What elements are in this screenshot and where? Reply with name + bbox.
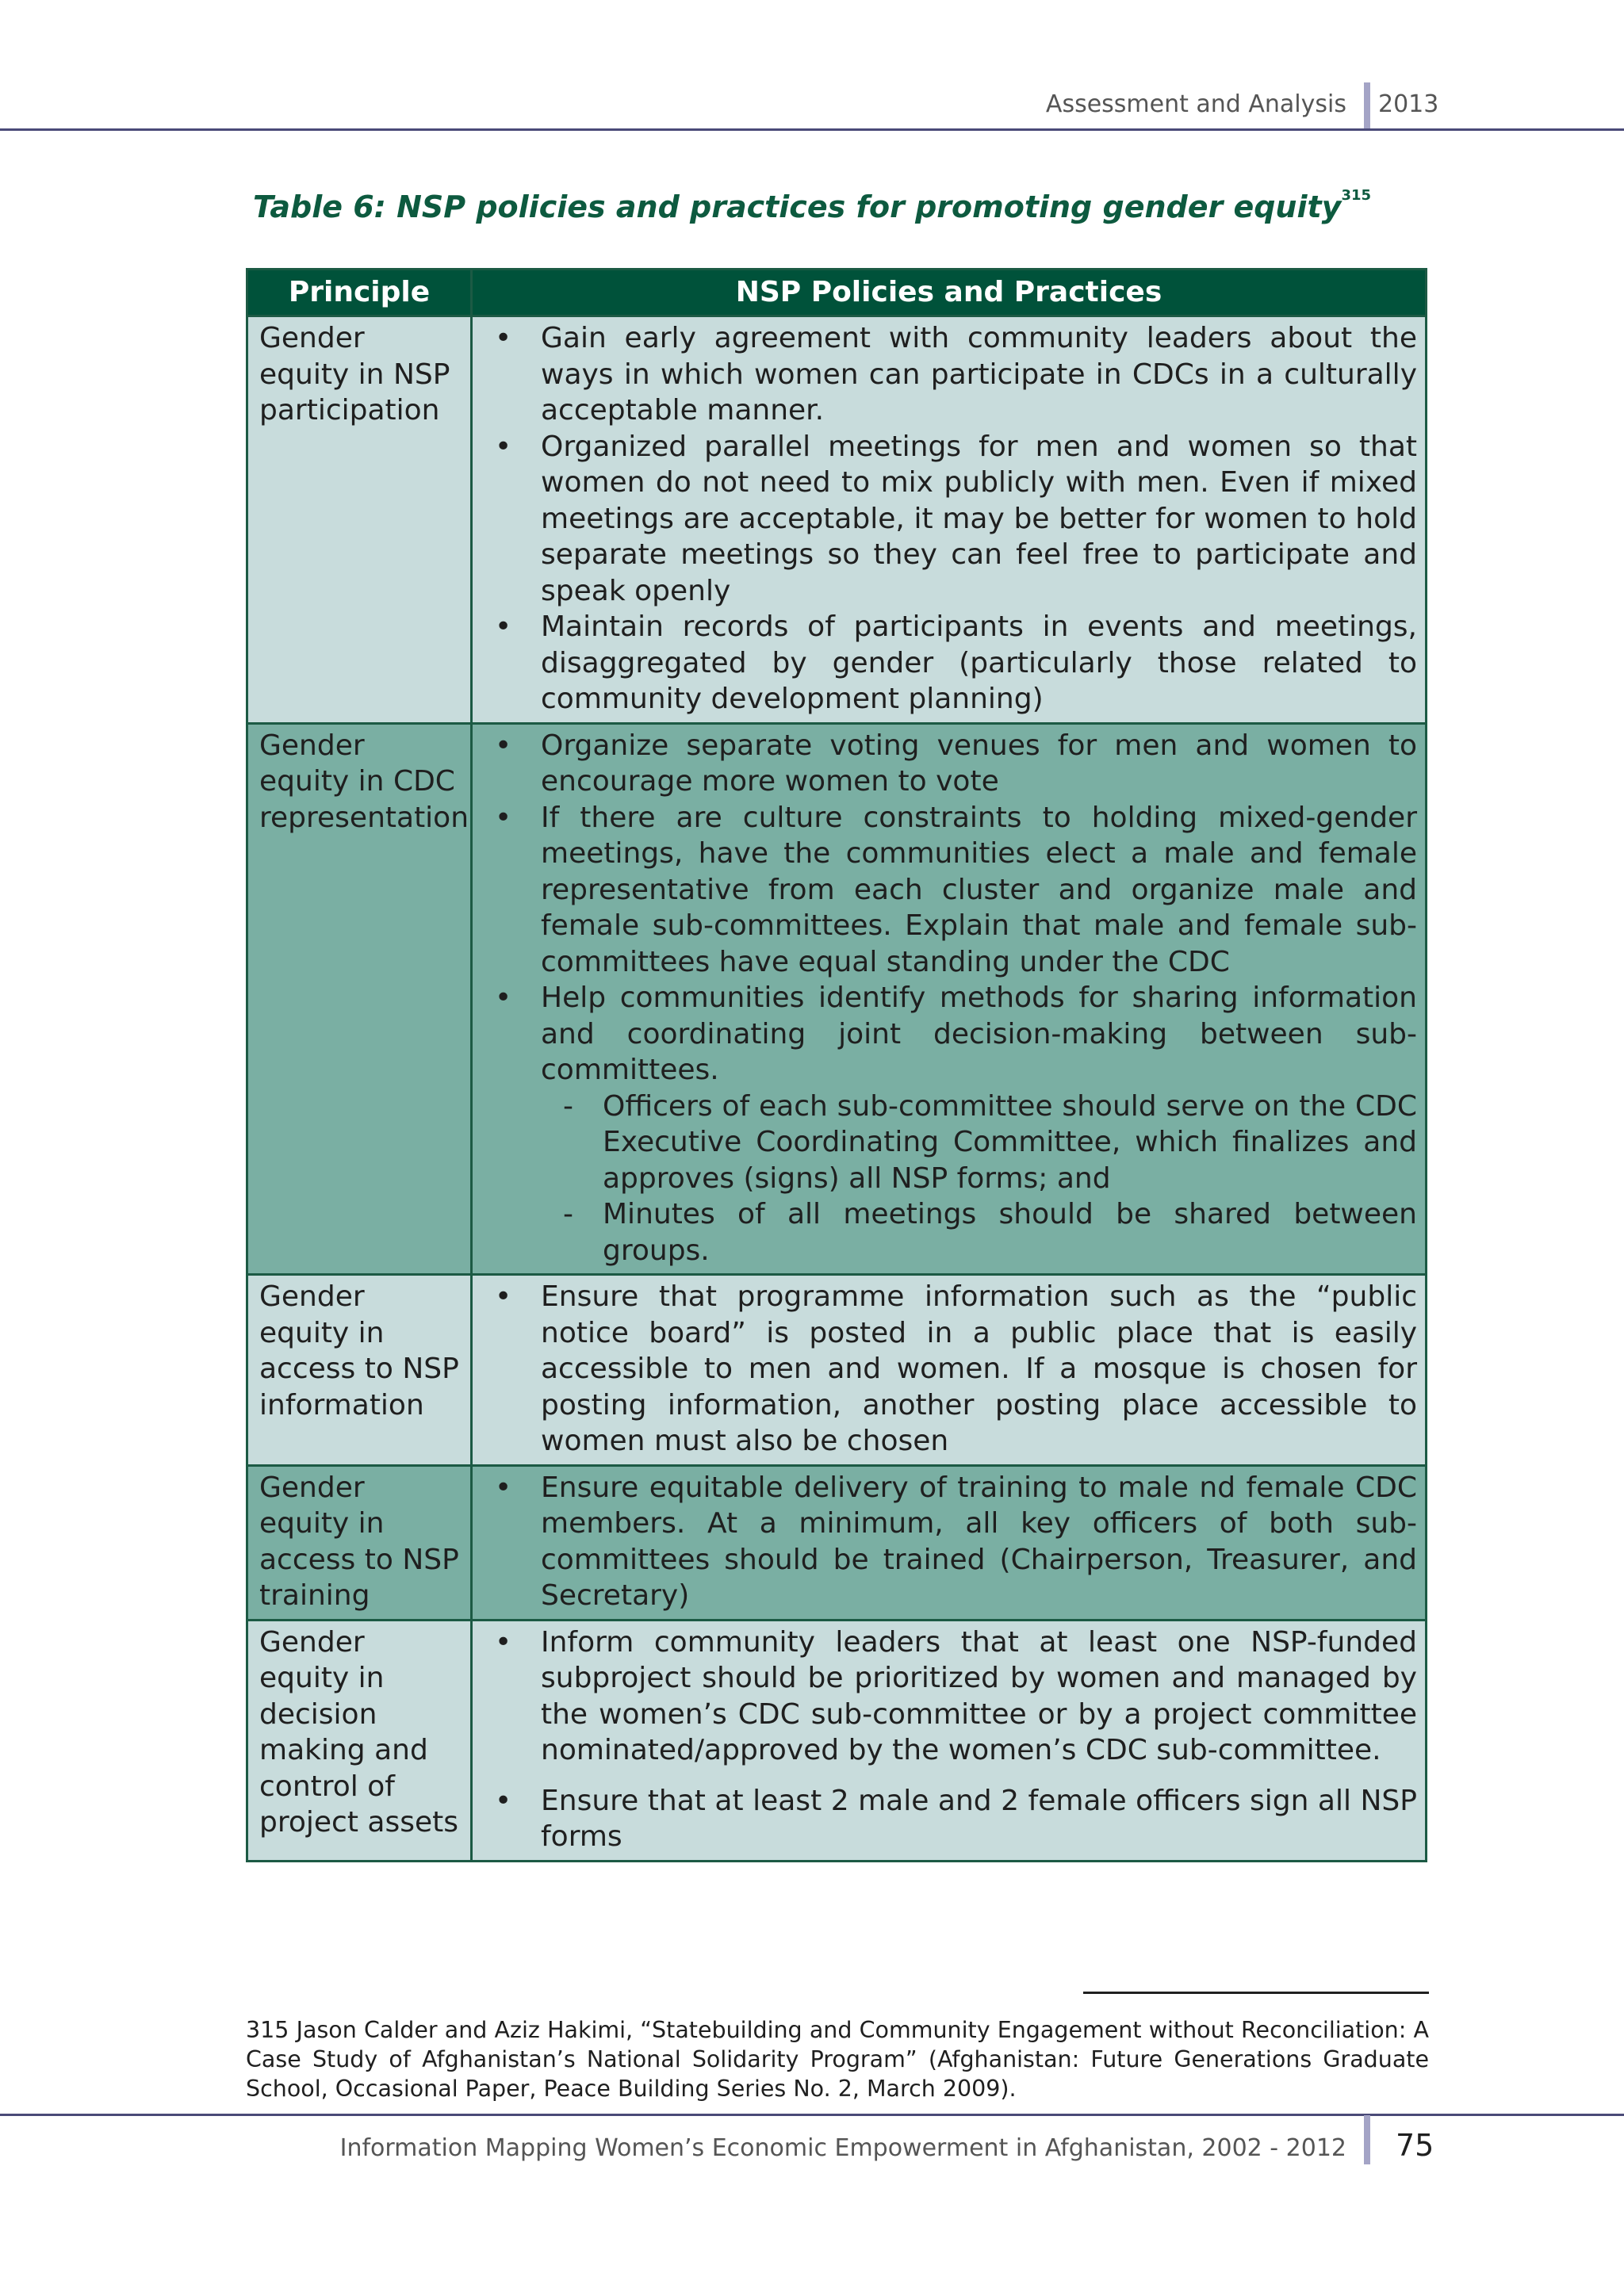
column-header-principle: Principle [247,270,472,316]
policy-list [484,1624,1417,1855]
column-header-policies: NSP Policies and Practices [472,270,1427,316]
table-caption [0,187,1624,224]
policy-subitem: - Minutes of all meetings should be shared between groups. [484,1196,1417,1269]
principle-cell: Gender equity in access to NSP training [247,1465,472,1620]
principle-cell: Gender equity in access to NSP information [247,1275,472,1466]
policy-item: • Help communities identify methods for sharing information and coordinating joint decision-making between sub-committees. [484,980,1417,1089]
footer-divider-bar [1364,2115,1370,2164]
policy-item: • Ensure equitable delivery of training to male nd female CDC members. At a minimum, all key officers of both sub-committees should be trained (Chairperson, Treasurer, and Secretary) [484,1470,1417,1614]
table-caption-title: Table 6: NSP policies and practices for promoting gender equity [252,189,1342,224]
footnote-reference: 315 [1341,187,1372,204]
policies-cell [472,316,1427,724]
policy-list [484,320,1417,718]
policy-list [484,1279,1417,1460]
principle-cell: Gender equity in NSP participation [247,316,472,724]
footnote: 315 Jason Calder and Aziz Hakimi, “Statebuilding and Community Engagement without Reconciliation: A Case Study of Afghanistan’s National Solidarity Program” (Afghanistan: Future Generations Graduate School, Occasional Paper, Peace Building Series No. 2, March 2009). [246,2017,1429,2102]
running-header-year: 2013 [1378,90,1439,118]
footer-rule [0,2114,1624,2116]
policy-item: • Ensure that programme information such as the “public notice board” is posted in a public place that is easily accessible to men and women. If a mosque is chosen for posting information, another posting place accessible to women must also be chosen [484,1279,1417,1460]
policies-cell [472,1275,1427,1466]
table-row [247,316,1427,724]
running-footer-title: Information Mapping Women’s Economic Empowerment in Afghanistan, 2002 - 2012 [339,2134,1346,2162]
policy-item: • Ensure that at least 2 male and 2 female officers sign all NSP forms [484,1783,1417,1855]
policies-cell [472,1465,1427,1620]
policy-item: • Inform community leaders that at least one NSP-funded subproject should be prioritized by women and managed by the women’s CDC sub-committee or by a project committee nominated/approved by the women’s CDC sub-committee. [484,1624,1417,1769]
policies-cell [472,1620,1427,1861]
header-rule [0,128,1624,131]
table-row [247,723,1427,1275]
policy-item: • If there are culture constraints to holding mixed-gender meetings, have the communities elect a male and female representative from each cluster and organize male and female sub-committees. Explain that male and female sub-committees have equal standing under the CDC [484,800,1417,981]
table-row [247,1620,1427,1861]
policy-subitem: - Officers of each sub-committee should serve on the CDC Executive Coordinating Committee, which finalizes and approves (signs) all NSP forms; and [484,1089,1417,1197]
footnote-rule [1083,1992,1429,1994]
gender-equity-table [246,268,1427,1862]
running-header-section: Assessment and Analysis [1045,90,1346,118]
table-header-row [247,270,1427,316]
policy-item: • Organize separate voting venues for men and women to encourage more women to vote [484,728,1417,800]
table-row [247,1275,1427,1466]
policy-item: • Maintain records of participants in events and meetings, disaggregated by gender (particularly those related to community development planning) [484,609,1417,718]
principle-cell: Gender equity in CDC representation [247,723,472,1275]
table-row [247,1465,1427,1620]
policy-item: • Organized parallel meetings for men and women so that women do not need to mix publicly with men. Even if mixed meetings are acceptable, it may be better for women to hold separate meetings so they can feel free to participate and speak openly [484,429,1417,610]
header-divider-bar [1364,82,1370,128]
page-number: 75 [1396,2128,1434,2163]
policy-list [484,1470,1417,1614]
policies-cell [472,723,1427,1275]
policy-item: • Gain early agreement with community leaders about the ways in which women can participate in CDCs in a culturally acceptable manner. [484,320,1417,429]
policy-list [484,728,1417,1269]
principle-cell: Gender equity in decision making and control of project assets [247,1620,472,1861]
